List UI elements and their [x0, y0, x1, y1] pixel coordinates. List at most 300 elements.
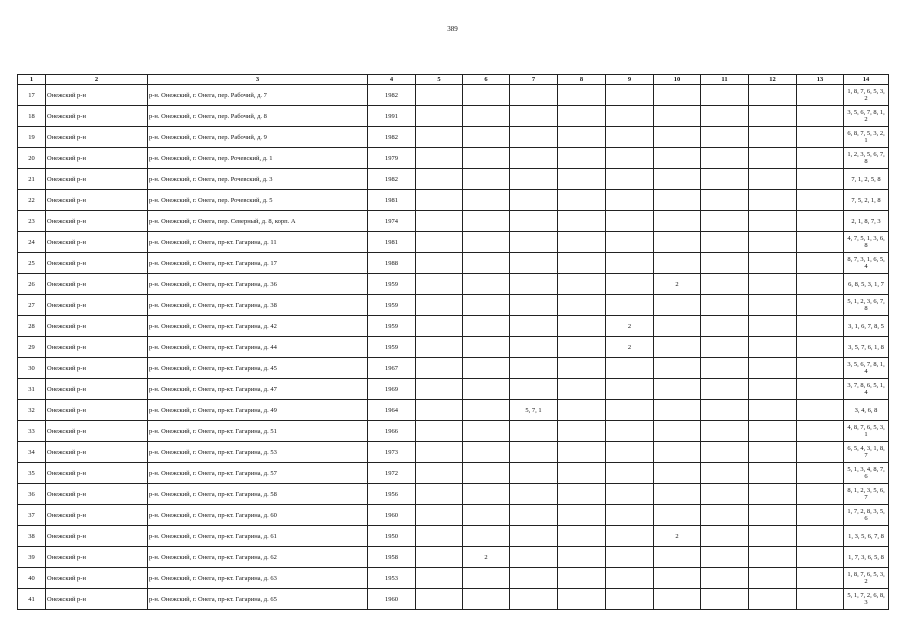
- col-11-cell: [701, 253, 749, 274]
- address-cell: р-н. Онежский, г. Онега, пр-кт. Гагарина, д. 51: [148, 421, 368, 442]
- column-header-2: 2: [46, 75, 148, 85]
- row-number: 22: [18, 190, 46, 211]
- col-5-cell: [416, 211, 463, 232]
- col-11-cell: [701, 274, 749, 295]
- col-11-cell: [701, 148, 749, 169]
- col-5-cell: [416, 127, 463, 148]
- address-cell: р-н. Онежский, г. Онега, пр-кт. Гагарина, д. 53: [148, 442, 368, 463]
- district-cell: Онежский р-н: [46, 127, 148, 148]
- col-10-cell: [654, 127, 701, 148]
- district-cell: Онежский р-н: [46, 316, 148, 337]
- col-8-cell: [558, 547, 606, 568]
- column-header-9: 9: [606, 75, 654, 85]
- col-11-cell: [701, 169, 749, 190]
- table-header: [18, 75, 889, 85]
- col-8-cell: [558, 211, 606, 232]
- col-12-cell: [749, 526, 797, 547]
- col-13-cell: [797, 358, 844, 379]
- table-row: [18, 253, 889, 274]
- col-14-cell: 2, 1, 8, 7, 3: [844, 211, 889, 232]
- table-row: [18, 484, 889, 505]
- table-row: [18, 169, 889, 190]
- address-cell: р-н. Онежский, г. Онега, пр-кт. Гагарина, д. 57: [148, 463, 368, 484]
- table-row: [18, 463, 889, 484]
- col-5-cell: [416, 148, 463, 169]
- col-7-cell: [510, 484, 558, 505]
- row-number: 36: [18, 484, 46, 505]
- table-row: [18, 547, 889, 568]
- col-14-cell: 7, 5, 2, 1, 8: [844, 190, 889, 211]
- year-cell: 1967: [368, 358, 416, 379]
- col-12-cell: [749, 484, 797, 505]
- col-13-cell: [797, 316, 844, 337]
- district-cell: Онежский р-н: [46, 568, 148, 589]
- col-9-cell: [606, 127, 654, 148]
- col-13-cell: [797, 547, 844, 568]
- col-5-cell: [416, 169, 463, 190]
- col-14-cell: 4, 8, 7, 6, 5, 3, 1: [844, 421, 889, 442]
- col-7-cell: [510, 589, 558, 610]
- row-number: 21: [18, 169, 46, 190]
- col-8-cell: [558, 379, 606, 400]
- col-11-cell: [701, 526, 749, 547]
- col-6-cell: [463, 421, 510, 442]
- col-7-cell: [510, 358, 558, 379]
- col-14-cell: 8, 7, 3, 1, 6, 5, 4: [844, 253, 889, 274]
- col-11-cell: [701, 190, 749, 211]
- year-cell: 1966: [368, 421, 416, 442]
- address-cell: р-н. Онежский, г. Онега, пр-кт. Гагарина, д. 17: [148, 253, 368, 274]
- col-12-cell: [749, 505, 797, 526]
- row-number: 27: [18, 295, 46, 316]
- col-13-cell: [797, 148, 844, 169]
- col-5-cell: [416, 400, 463, 421]
- col-10-cell: [654, 148, 701, 169]
- col-5-cell: [416, 505, 463, 526]
- row-number: 39: [18, 547, 46, 568]
- table-row: [18, 316, 889, 337]
- col-7-cell: [510, 547, 558, 568]
- row-number: 18: [18, 106, 46, 127]
- col-9-cell: [606, 106, 654, 127]
- col-9-cell: [606, 295, 654, 316]
- district-cell: Онежский р-н: [46, 337, 148, 358]
- col-14-cell: 6, 5, 4, 3, 1, 8, 7: [844, 442, 889, 463]
- col-11-cell: [701, 127, 749, 148]
- district-cell: Онежский р-н: [46, 295, 148, 316]
- col-6-cell: [463, 295, 510, 316]
- year-cell: 1956: [368, 484, 416, 505]
- col-6-cell: [463, 106, 510, 127]
- row-number: 28: [18, 316, 46, 337]
- table-row: [18, 400, 889, 421]
- column-header-14: 14: [844, 75, 889, 85]
- col-13-cell: [797, 421, 844, 442]
- address-cell: р-н. Онежский, г. Онега, пр-кт. Гагарина, д. 65: [148, 589, 368, 610]
- year-cell: 1982: [368, 127, 416, 148]
- district-cell: Онежский р-н: [46, 85, 148, 106]
- row-number: 17: [18, 85, 46, 106]
- register-table: [17, 74, 889, 610]
- col-8-cell: [558, 232, 606, 253]
- year-cell: 1988: [368, 253, 416, 274]
- col-13-cell: [797, 379, 844, 400]
- col-8-cell: [558, 148, 606, 169]
- col-9-cell: [606, 442, 654, 463]
- district-cell: Онежский р-н: [46, 505, 148, 526]
- col-14-cell: 1, 8, 7, 6, 5, 3, 2: [844, 85, 889, 106]
- row-number: 24: [18, 232, 46, 253]
- district-cell: Онежский р-н: [46, 232, 148, 253]
- address-cell: р-н. Онежский, г. Онега, пр-кт. Гагарина, д. 38: [148, 295, 368, 316]
- col-5-cell: [416, 253, 463, 274]
- row-number: 23: [18, 211, 46, 232]
- district-cell: Онежский р-н: [46, 484, 148, 505]
- column-header-11: 11: [701, 75, 749, 85]
- col-6-cell: [463, 526, 510, 547]
- col-14-cell: 7, 1, 2, 5, 8: [844, 169, 889, 190]
- col-6-cell: [463, 148, 510, 169]
- table-row: [18, 589, 889, 610]
- row-number: 20: [18, 148, 46, 169]
- col-12-cell: [749, 295, 797, 316]
- column-header-4: 4: [368, 75, 416, 85]
- col-6-cell: [463, 211, 510, 232]
- col-6-cell: [463, 127, 510, 148]
- col-10-cell: [654, 400, 701, 421]
- col-7-cell: [510, 127, 558, 148]
- table-row: [18, 274, 889, 295]
- col-10-cell: [654, 484, 701, 505]
- address-cell: р-н. Онежский, г. Онега, пер. Северный, д. 8, корп. А: [148, 211, 368, 232]
- col-8-cell: [558, 463, 606, 484]
- table-row: [18, 379, 889, 400]
- col-5-cell: [416, 190, 463, 211]
- col-12-cell: [749, 148, 797, 169]
- col-7-cell: [510, 463, 558, 484]
- col-11-cell: [701, 421, 749, 442]
- table-row: [18, 127, 889, 148]
- col-13-cell: [797, 274, 844, 295]
- col-12-cell: [749, 127, 797, 148]
- col-5-cell: [416, 484, 463, 505]
- col-12-cell: [749, 274, 797, 295]
- col-8-cell: [558, 400, 606, 421]
- header-row: [18, 75, 889, 85]
- table-row: [18, 190, 889, 211]
- col-5-cell: [416, 358, 463, 379]
- col-14-cell: 1, 7, 2, 8, 3, 5, 6: [844, 505, 889, 526]
- col-14-cell: 5, 1, 3, 4, 8, 7, 6: [844, 463, 889, 484]
- district-cell: Онежский р-н: [46, 463, 148, 484]
- col-12-cell: [749, 463, 797, 484]
- col-13-cell: [797, 463, 844, 484]
- col-6-cell: [463, 253, 510, 274]
- col-13-cell: [797, 505, 844, 526]
- col-12-cell: [749, 316, 797, 337]
- row-number: 26: [18, 274, 46, 295]
- col-13-cell: [797, 442, 844, 463]
- col-5-cell: [416, 421, 463, 442]
- col-5-cell: [416, 232, 463, 253]
- col-14-cell: 5, 1, 2, 3, 6, 7, 8: [844, 295, 889, 316]
- district-cell: Онежский р-н: [46, 400, 148, 421]
- col-7-cell: [510, 232, 558, 253]
- table-row: [18, 106, 889, 127]
- address-cell: р-н. Онежский, г. Онега, пр-кт. Гагарина, д. 45: [148, 358, 368, 379]
- col-9-cell: [606, 421, 654, 442]
- col-6-cell: [463, 85, 510, 106]
- district-cell: Онежский р-н: [46, 211, 148, 232]
- col-7-cell: [510, 379, 558, 400]
- col-14-cell: 3, 5, 7, 6, 1, 8: [844, 337, 889, 358]
- district-cell: Онежский р-н: [46, 547, 148, 568]
- address-cell: р-н. Онежский, г. Онега, пр-кт. Гагарина, д. 42: [148, 316, 368, 337]
- col-6-cell: [463, 484, 510, 505]
- column-header-5: 5: [416, 75, 463, 85]
- col-7-cell: [510, 211, 558, 232]
- col-9-cell: [606, 463, 654, 484]
- col-8-cell: [558, 568, 606, 589]
- col-10-cell: [654, 316, 701, 337]
- col-5-cell: [416, 379, 463, 400]
- year-cell: 1969: [368, 379, 416, 400]
- col-9-cell: 2: [606, 316, 654, 337]
- row-number: 32: [18, 400, 46, 421]
- col-14-cell: 3, 1, 6, 7, 8, 5: [844, 316, 889, 337]
- address-cell: р-н. Онежский, г. Онега, пр-кт. Гагарина, д. 44: [148, 337, 368, 358]
- col-9-cell: [606, 253, 654, 274]
- col-10-cell: [654, 379, 701, 400]
- col-9-cell: [606, 526, 654, 547]
- col-13-cell: [797, 232, 844, 253]
- col-6-cell: [463, 589, 510, 610]
- col-5-cell: [416, 85, 463, 106]
- page-number: 389: [447, 25, 458, 33]
- col-12-cell: [749, 547, 797, 568]
- col-10-cell: [654, 169, 701, 190]
- col-6-cell: [463, 190, 510, 211]
- address-cell: р-н. Онежский, г. Онега, пер. Рабочий, д. 9: [148, 127, 368, 148]
- col-6-cell: [463, 463, 510, 484]
- col-9-cell: [606, 211, 654, 232]
- col-13-cell: [797, 190, 844, 211]
- row-number: 31: [18, 379, 46, 400]
- district-cell: Онежский р-н: [46, 274, 148, 295]
- col-14-cell: 3, 7, 8, 6, 5, 1, 4: [844, 379, 889, 400]
- col-9-cell: [606, 232, 654, 253]
- col-7-cell: [510, 505, 558, 526]
- col-9-cell: [606, 358, 654, 379]
- col-12-cell: [749, 190, 797, 211]
- col-5-cell: [416, 589, 463, 610]
- table-row: [18, 358, 889, 379]
- col-13-cell: [797, 589, 844, 610]
- col-10-cell: 2: [654, 526, 701, 547]
- col-6-cell: 2: [463, 547, 510, 568]
- col-11-cell: [701, 547, 749, 568]
- district-cell: Онежский р-н: [46, 421, 148, 442]
- column-header-7: 7: [510, 75, 558, 85]
- col-6-cell: [463, 505, 510, 526]
- table-row: [18, 421, 889, 442]
- col-13-cell: [797, 400, 844, 421]
- col-8-cell: [558, 421, 606, 442]
- col-9-cell: [606, 484, 654, 505]
- table-row: [18, 295, 889, 316]
- col-8-cell: [558, 505, 606, 526]
- col-10-cell: [654, 568, 701, 589]
- col-5-cell: [416, 568, 463, 589]
- col-10-cell: 2: [654, 274, 701, 295]
- col-5-cell: [416, 526, 463, 547]
- col-11-cell: [701, 505, 749, 526]
- col-5-cell: [416, 442, 463, 463]
- col-12-cell: [749, 589, 797, 610]
- col-9-cell: [606, 400, 654, 421]
- col-11-cell: [701, 211, 749, 232]
- col-10-cell: [654, 463, 701, 484]
- col-6-cell: [463, 316, 510, 337]
- col-13-cell: [797, 484, 844, 505]
- col-9-cell: [606, 85, 654, 106]
- col-8-cell: [558, 589, 606, 610]
- col-5-cell: [416, 316, 463, 337]
- col-13-cell: [797, 169, 844, 190]
- year-cell: 1982: [368, 169, 416, 190]
- col-6-cell: [463, 568, 510, 589]
- year-cell: 1979: [368, 148, 416, 169]
- col-12-cell: [749, 232, 797, 253]
- col-5-cell: [416, 337, 463, 358]
- col-13-cell: [797, 211, 844, 232]
- column-header-6: 6: [463, 75, 510, 85]
- col-12-cell: [749, 421, 797, 442]
- district-cell: Онежский р-н: [46, 442, 148, 463]
- col-13-cell: [797, 295, 844, 316]
- table-row: [18, 85, 889, 106]
- col-14-cell: 1, 8, 7, 6, 5, 3, 2: [844, 568, 889, 589]
- col-13-cell: [797, 526, 844, 547]
- row-number: 29: [18, 337, 46, 358]
- col-13-cell: [797, 106, 844, 127]
- col-14-cell: 8, 1, 2, 3, 5, 6, 7: [844, 484, 889, 505]
- col-11-cell: [701, 85, 749, 106]
- column-header-8: 8: [558, 75, 606, 85]
- col-10-cell: [654, 421, 701, 442]
- col-8-cell: [558, 358, 606, 379]
- year-cell: 1959: [368, 316, 416, 337]
- year-cell: 1959: [368, 274, 416, 295]
- col-11-cell: [701, 568, 749, 589]
- district-cell: Онежский р-н: [46, 358, 148, 379]
- address-cell: р-н. Онежский, г. Онега, пр-кт. Гагарина, д. 58: [148, 484, 368, 505]
- col-9-cell: [606, 148, 654, 169]
- col-6-cell: [463, 442, 510, 463]
- year-cell: 1960: [368, 589, 416, 610]
- address-cell: р-н. Онежский, г. Онега, пр-кт. Гагарина, д. 47: [148, 379, 368, 400]
- col-12-cell: [749, 568, 797, 589]
- col-10-cell: [654, 589, 701, 610]
- col-13-cell: [797, 253, 844, 274]
- address-cell: р-н. Онежский, г. Онега, пер. Рочевский, д. 3: [148, 169, 368, 190]
- col-6-cell: [463, 274, 510, 295]
- col-8-cell: [558, 295, 606, 316]
- row-number: 30: [18, 358, 46, 379]
- district-cell: Онежский р-н: [46, 169, 148, 190]
- col-12-cell: [749, 337, 797, 358]
- col-7-cell: [510, 568, 558, 589]
- col-10-cell: [654, 358, 701, 379]
- address-cell: р-н. Онежский, г. Онега, пр-кт. Гагарина, д. 62: [148, 547, 368, 568]
- col-7-cell: [510, 442, 558, 463]
- col-7-cell: [510, 295, 558, 316]
- col-9-cell: [606, 568, 654, 589]
- address-cell: р-н. Онежский, г. Онега, пр-кт. Гагарина, д. 36: [148, 274, 368, 295]
- col-13-cell: [797, 127, 844, 148]
- col-10-cell: [654, 505, 701, 526]
- col-9-cell: [606, 379, 654, 400]
- col-8-cell: [558, 526, 606, 547]
- col-10-cell: [654, 547, 701, 568]
- table-row: [18, 148, 889, 169]
- col-9-cell: [606, 190, 654, 211]
- col-10-cell: [654, 295, 701, 316]
- col-11-cell: [701, 589, 749, 610]
- col-14-cell: 3, 4, 6, 8: [844, 400, 889, 421]
- col-8-cell: [558, 127, 606, 148]
- year-cell: 1953: [368, 568, 416, 589]
- col-9-cell: [606, 505, 654, 526]
- district-cell: Онежский р-н: [46, 190, 148, 211]
- table-row: [18, 232, 889, 253]
- address-cell: р-н. Онежский, г. Онега, пр-кт. Гагарина, д. 49: [148, 400, 368, 421]
- district-cell: Онежский р-н: [46, 106, 148, 127]
- column-header-12: 12: [749, 75, 797, 85]
- col-12-cell: [749, 211, 797, 232]
- col-8-cell: [558, 274, 606, 295]
- col-7-cell: [510, 253, 558, 274]
- row-number: 38: [18, 526, 46, 547]
- address-cell: р-н. Онежский, г. Онега, пр-кт. Гагарина, д. 11: [148, 232, 368, 253]
- col-14-cell: 3, 5, 6, 7, 8, 1, 4: [844, 358, 889, 379]
- col-7-cell: [510, 421, 558, 442]
- col-8-cell: [558, 190, 606, 211]
- year-cell: 1981: [368, 190, 416, 211]
- col-12-cell: [749, 106, 797, 127]
- col-10-cell: [654, 106, 701, 127]
- table-body: [18, 85, 889, 610]
- col-5-cell: [416, 106, 463, 127]
- col-11-cell: [701, 484, 749, 505]
- col-5-cell: [416, 274, 463, 295]
- col-6-cell: [463, 169, 510, 190]
- table-row: [18, 442, 889, 463]
- col-12-cell: [749, 253, 797, 274]
- col-9-cell: [606, 589, 654, 610]
- col-10-cell: [654, 211, 701, 232]
- col-14-cell: 6, 8, 5, 3, 1, 7: [844, 274, 889, 295]
- col-7-cell: [510, 190, 558, 211]
- col-9-cell: [606, 547, 654, 568]
- address-cell: р-н. Онежский, г. Онега, пр-кт. Гагарина, д. 63: [148, 568, 368, 589]
- col-8-cell: [558, 169, 606, 190]
- col-14-cell: 1, 3, 5, 6, 7, 8: [844, 526, 889, 547]
- col-10-cell: [654, 442, 701, 463]
- table-row: [18, 526, 889, 547]
- row-number: 41: [18, 589, 46, 610]
- year-cell: 1950: [368, 526, 416, 547]
